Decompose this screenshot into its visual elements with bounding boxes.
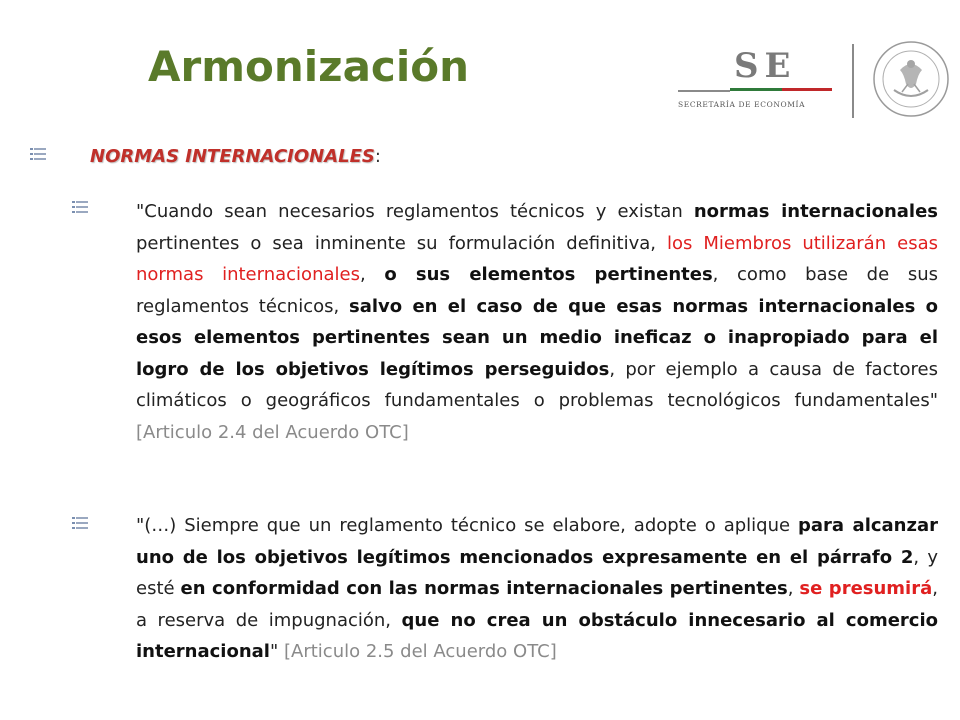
slide-title: Armonización bbox=[148, 42, 469, 91]
citation-span: [Articulo 2.4 del Acuerdo OTC] bbox=[136, 421, 409, 443]
text-span: pertinentes o sea inminente su formulación definitiva, bbox=[136, 232, 667, 254]
bullet-list-icon bbox=[30, 147, 46, 161]
se-logo-letters: SE bbox=[734, 46, 797, 86]
section-heading-colon: : bbox=[374, 146, 381, 167]
logo-rule-green bbox=[730, 88, 782, 91]
red-emphasis-span: se presumirá bbox=[799, 578, 933, 599]
logo-divider bbox=[852, 44, 854, 118]
text-span: , por ejemplo a causa de factores climáticos o geográficos fundamentales o problemas tecnológicos fundamentales" bbox=[136, 358, 939, 411]
text-span: , y esté bbox=[136, 546, 938, 599]
text-span: , bbox=[359, 264, 385, 285]
quote-paragraph-2-5 bbox=[136, 510, 938, 668]
se-logo-subtitle: SECRETARÍA DE ECONOMÍA bbox=[678, 100, 806, 109]
logo-rule-red bbox=[782, 88, 832, 91]
logo-rule-grey bbox=[678, 90, 730, 92]
text-span: , bbox=[787, 578, 800, 599]
section-heading bbox=[90, 146, 381, 167]
citation-span: [Articulo 2.5 del Acuerdo OTC] bbox=[284, 641, 557, 662]
emphasis-span: en conformidad con las normas internacionales pertinentes bbox=[180, 578, 788, 599]
emphasis-span: normas internacionales bbox=[693, 201, 938, 222]
bullet-list-icon bbox=[72, 516, 88, 530]
text-span: " bbox=[269, 641, 284, 662]
emphasis-span: que no crea un obstáculo innecesario al comercio internacional bbox=[136, 609, 938, 662]
emphasis-span: salvo en el caso de que esas normas internacionales o esos elementos pertinentes sean un medio ineficaz o inapropiado para el logro de los objetivos legítimos perseguidos bbox=[136, 295, 939, 380]
emphasis-span: para alcanzar uno de los objetivos legítimos mencionados expresamente en el párrafo 2 bbox=[136, 515, 938, 568]
text-span: , a reserva de impugnación, bbox=[136, 578, 938, 631]
mexican-seal-icon bbox=[872, 40, 950, 118]
se-logo bbox=[672, 40, 852, 120]
text-span: , como base de sus reglamentos técnicos, bbox=[136, 264, 938, 317]
text-span: "Cuando sean necesarios reglamentos técnicos y existan bbox=[136, 201, 694, 222]
quote-paragraph-2-4 bbox=[136, 196, 938, 448]
emphasis-span: o sus elementos pertinentes bbox=[384, 264, 713, 285]
red-emphasis-span: los Miembros utilizarán esas normas internacionales bbox=[136, 232, 938, 285]
text-span: "(…) Siempre que un reglamento técnico se elabore, adopte o aplique bbox=[136, 515, 799, 536]
section-heading-label: NORMAS INTERNACIONALES bbox=[90, 146, 375, 167]
bullet-list-icon bbox=[72, 200, 88, 214]
